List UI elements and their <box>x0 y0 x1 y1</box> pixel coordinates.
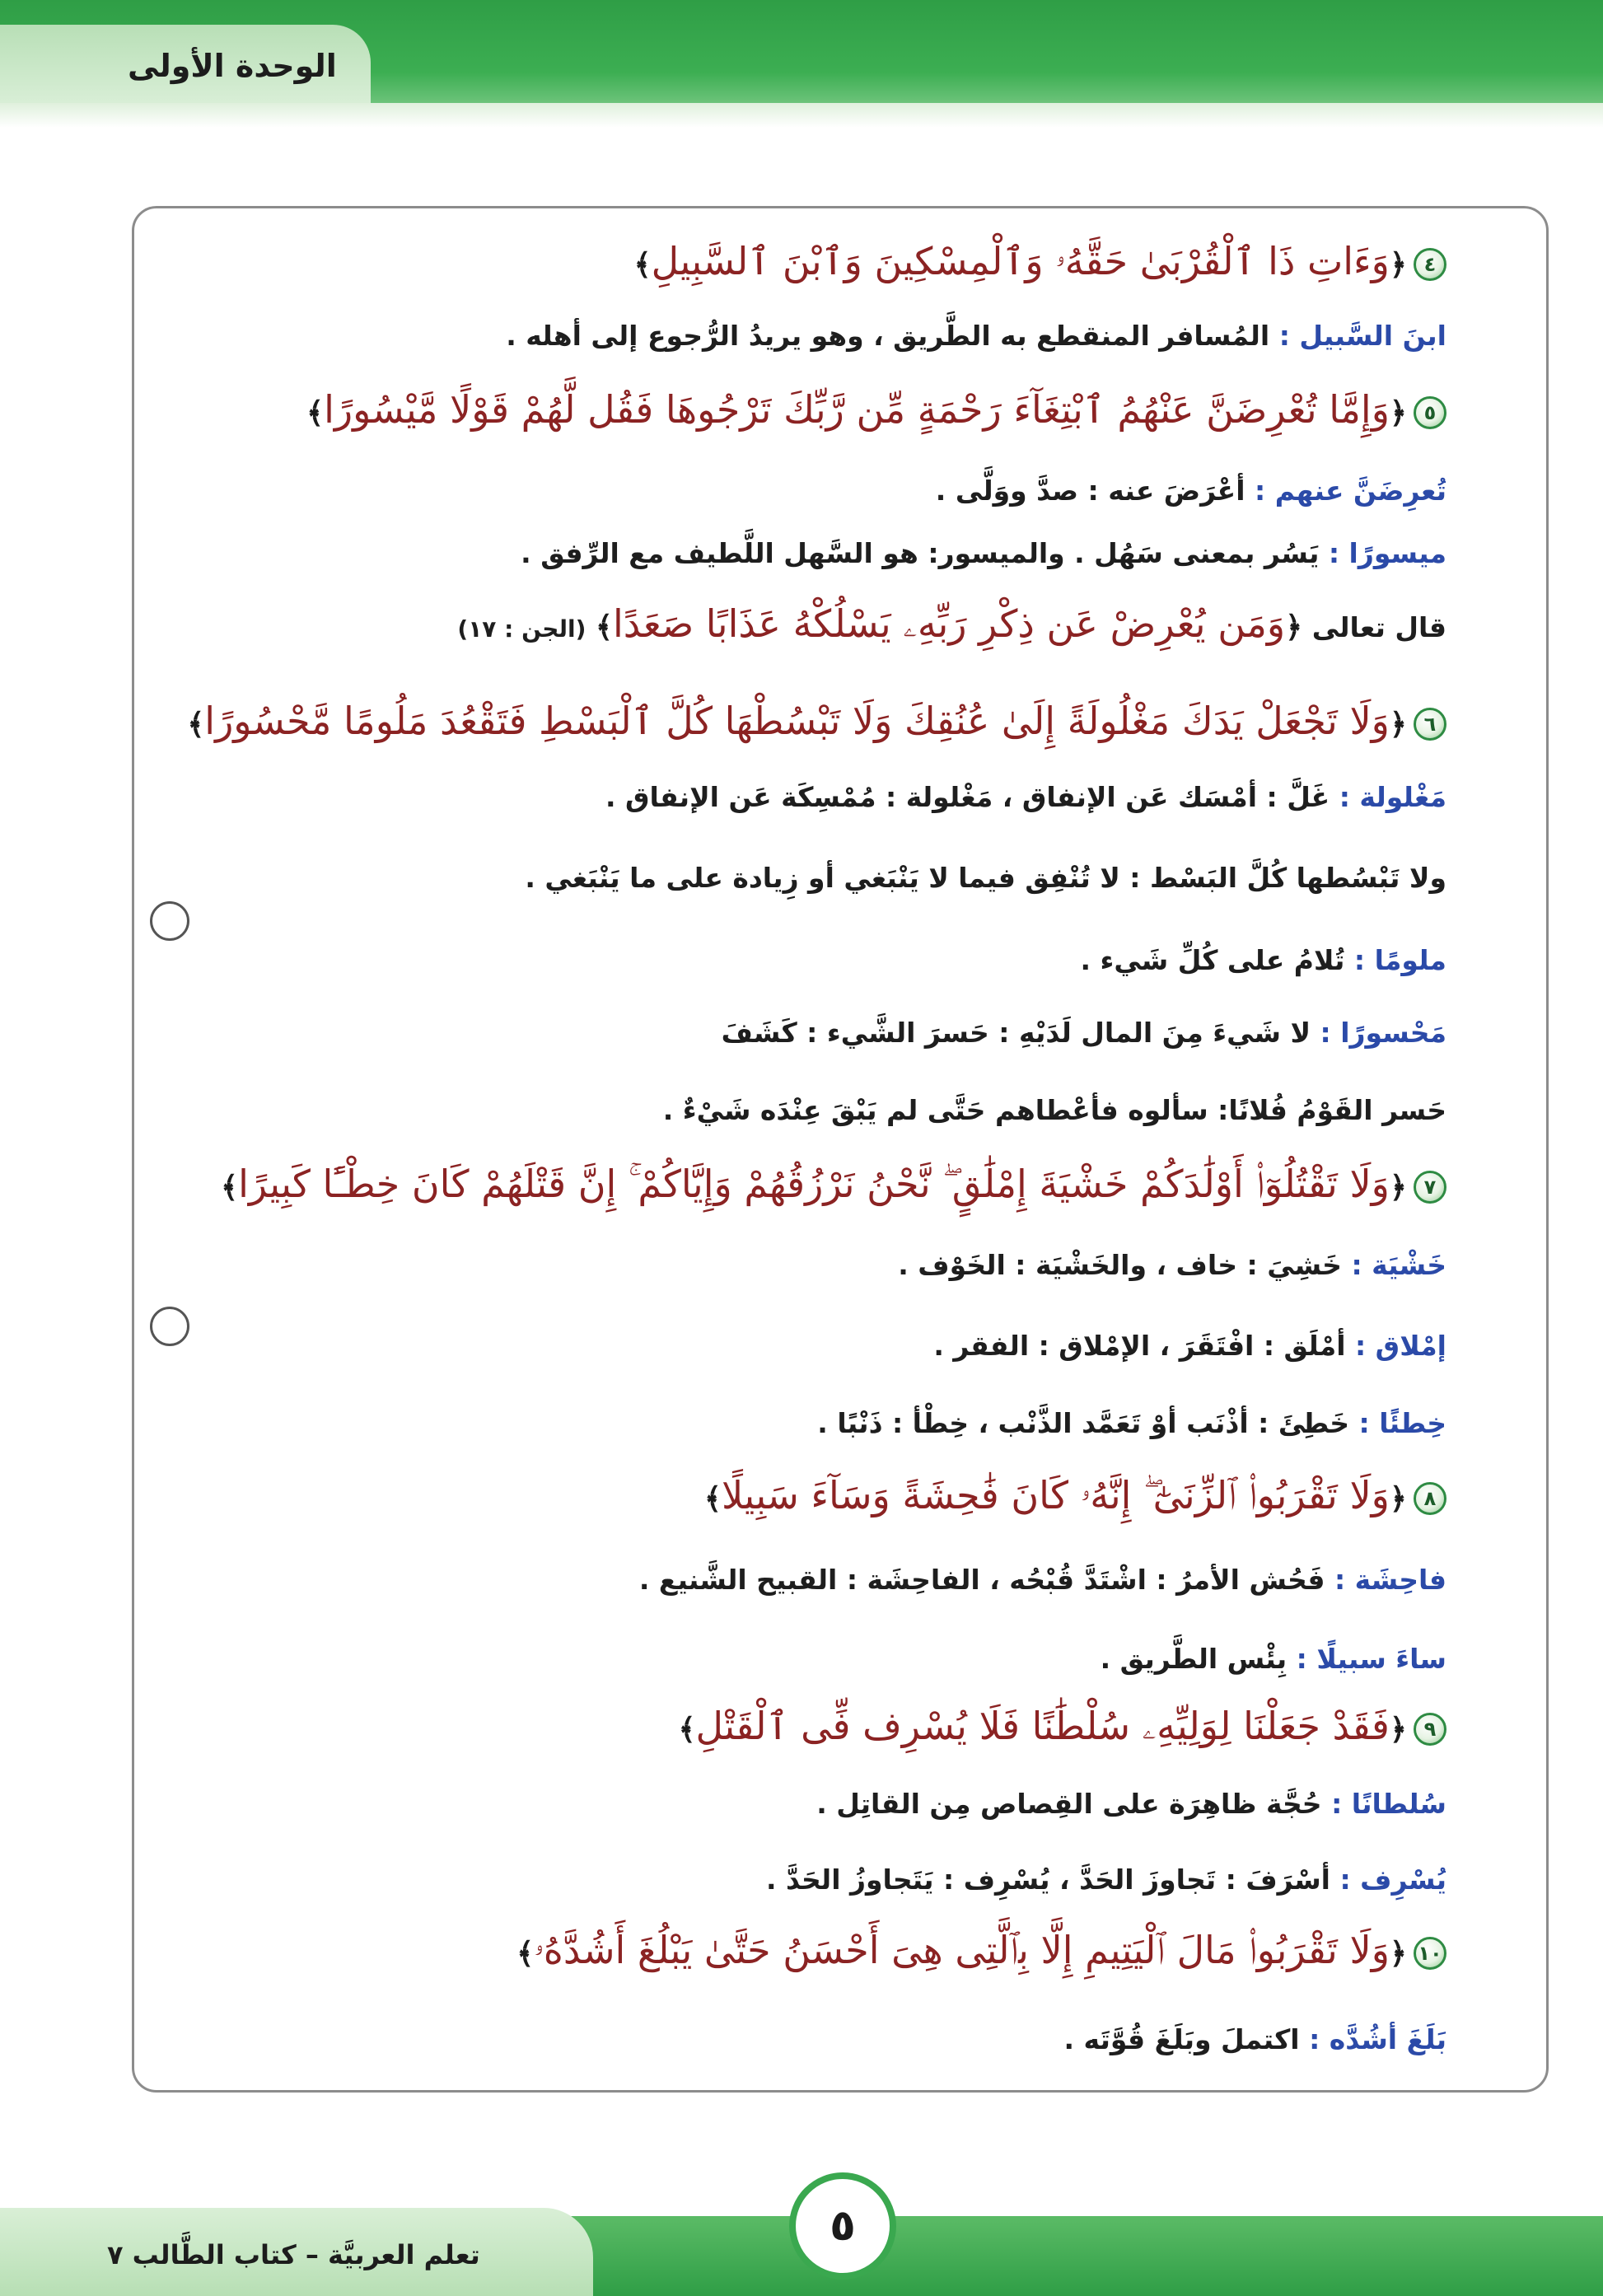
gloss-term: ميسورًا : <box>1328 537 1446 569</box>
plain-text: حَسر القَوْمُ فُلانًا: سألوه فأعْطاهم حَتَّى لم يَبْقَ عِنْدَه شَيْءٌ . <box>662 1094 1446 1126</box>
gloss-line <box>898 1249 1446 1281</box>
gloss-line <box>816 1788 1446 1820</box>
verse-text: وَلَا تَقْتُلُوٓا۟ أَوْلَٰدَكُمْ خَشْيَةَ إِمْلَٰقٍ ۖ نَّحْنُ نَرْزُقُهُمْ وَإِيَّاكُمْ ۚ إِنَّ قَتْلَهُمْ كَانَ خِطْـًٔا كَبِيرًا <box>238 1162 1390 1206</box>
gloss-text: أعْرَضَ عنه : صدَّ ووَلَّى . <box>935 475 1255 507</box>
verse-number-badge: ٧ <box>1414 1171 1446 1204</box>
ornament-close: ﴾ <box>187 708 205 741</box>
ornament-close: ﴾ <box>221 1171 239 1204</box>
gloss-term: فاحِشَة : <box>1334 1564 1446 1596</box>
gloss-term: ملومًا : <box>1353 944 1446 976</box>
verse-line <box>306 387 1446 432</box>
ornament-close: ﴾ <box>703 1482 722 1516</box>
ornament-open: ﴿ <box>1389 396 1407 430</box>
ornament-close: ﴾ <box>678 1713 696 1747</box>
gloss-text: حُجَّة ظاهِرَة على القِصاص مِن القاتِل . <box>816 1788 1332 1820</box>
verse-line <box>516 1928 1446 1974</box>
gloss-term: يُسْرِف : <box>1339 1863 1446 1896</box>
gloss-text: فَحُش الأمرُ : اشْتَدَّ قُبْحُه ، الفاحِشَة : القبيح الشَّنيع . <box>638 1564 1334 1596</box>
book-title: تعلم العربيَّة – كتاب الطَّالب ٧ <box>107 2239 480 2270</box>
gloss-term: تُعرِضَنَّ عنهم : <box>1255 475 1446 507</box>
verse-text: وَلَا تَجْعَلْ يَدَكَ مَغْلُولَةً إِلَىٰ عُنُقِكَ وَلَا تَبْسُطْهَا كُلَّ ٱلْبَسْطِ فَتَقْعُدَ مَلُومًا مَّحْسُورًا <box>204 699 1390 743</box>
gloss-text: المُسافر المنقطع به الطَّريق ، وهو يريدُ الرُّجوع إلى أهله . <box>506 320 1279 352</box>
verse-number-badge: ٤ <box>1414 248 1446 281</box>
ornament-open: ﴿ <box>1389 1482 1407 1516</box>
ornament-open: ﴿ <box>1285 610 1303 644</box>
verse-text: وَءَاتِ ذَا ٱلْقُرْبَىٰ حَقَّهُۥ وَٱلْمِسْكِينَ وَٱبْنَ ٱلسَّبِيلِ <box>651 239 1390 283</box>
gloss-text: اكتملَ وبَلَغَ قُوَّتَه . <box>1063 2023 1310 2055</box>
ornament-open: ﴿ <box>1389 248 1407 282</box>
ornament-close: ﴾ <box>306 396 325 430</box>
gloss-term: خِطئًا : <box>1358 1407 1446 1439</box>
gloss-line <box>521 537 1446 569</box>
ornament-close: ﴾ <box>516 1937 535 1971</box>
verse-number-badge: ٩ <box>1414 1713 1446 1746</box>
gloss-term: ابنَ السَّبيل : <box>1278 320 1446 352</box>
gloss-line <box>1063 2023 1446 2055</box>
quote-lead: قال تعالى <box>1311 611 1446 643</box>
gloss-line <box>766 1863 1446 1896</box>
ornament-open: ﴿ <box>1389 708 1407 741</box>
gloss-term: خَشْيَة : <box>1351 1249 1446 1281</box>
gloss-text: أمْلَق : افْتَقَرَ ، الإمْلاق : الفقر . <box>933 1330 1355 1362</box>
verse-line <box>221 1162 1446 1208</box>
gloss-line <box>936 475 1446 507</box>
gloss-text: غَلَّ : أمْسَك عَن الإنفاق ، مَغْلولة : مُمْسِكَة عَن الإنفاق . <box>605 781 1339 813</box>
gloss-line <box>933 1330 1446 1362</box>
gloss-line <box>817 1407 1446 1439</box>
verse-number-badge: ٦ <box>1414 708 1446 741</box>
gloss-term: مَحْسورًا : <box>1320 1017 1446 1049</box>
verse-text: وَإِمَّا تُعْرِضَنَّ عَنْهُمُ ٱبْتِغَآءَ رَحْمَةٍ مِّن رَّبِّكَ تَرْجُوهَا فَقُل لَّهُمْ قَوْلًا مَّيْسُورًا <box>324 387 1390 432</box>
ornament-open: ﴿ <box>1389 1713 1407 1747</box>
verse-text: وَمَن يُعْرِضْ عَن ذِكْرِ رَبِّهِۦ يَسْلُكْهُ عَذَابًا صَعَدًا <box>612 601 1286 646</box>
gloss-term: ساءَ سبيلًا : <box>1296 1643 1446 1675</box>
plain-text: ولا تَبْسُطها كُلَّ البَسْط : لا تُنْفِق فيما لا يَنْبَغي أو زِيادة على ما يَنْبَغي . <box>525 862 1446 894</box>
ornament-close: ﴾ <box>595 610 613 644</box>
gloss-term: سُلطانًا : <box>1331 1788 1446 1820</box>
verse-line <box>704 1473 1446 1519</box>
verse-line <box>678 1704 1446 1750</box>
header-fade <box>0 103 1603 128</box>
verse-number-badge: ٥ <box>1414 396 1446 429</box>
verse-number-badge: ٨ <box>1414 1482 1446 1515</box>
binder-hole <box>150 1307 189 1346</box>
page-number-badge <box>789 2172 896 2280</box>
gloss-text: خَشِيَ : خاف ، والخَشْيَة : الخَوْف . <box>898 1249 1352 1281</box>
gloss-line <box>1101 1643 1446 1675</box>
gloss-term: إمْلاق : <box>1355 1330 1446 1362</box>
gloss-line <box>722 1017 1446 1049</box>
gloss-text: تُلامُ على كُلِّ شَيء . <box>1080 944 1354 976</box>
gloss-line <box>1081 944 1446 976</box>
quote-line <box>457 601 1446 648</box>
verse-number-badge: ١٠ <box>1414 1937 1446 1970</box>
verse-line <box>187 699 1446 743</box>
verse-line <box>634 239 1446 285</box>
page-number: ٥ <box>830 2201 856 2251</box>
verse-text: وَلَا تَقْرَبُوا۟ مَالَ ٱلْيَتِيمِ إِلَّا بِٱلَّتِى هِىَ أَحْسَنُ حَتَّىٰ يَبْلُغَ أَشُدَّهُۥ <box>534 1928 1390 1972</box>
plain-line <box>663 1094 1446 1126</box>
gloss-term: مَغْلولة : <box>1339 781 1446 813</box>
binder-hole <box>150 901 189 941</box>
gloss-text: يَسُر بمعنى سَهُل . والميسور: هو السَّهل اللَّطيف مع الرِّفق . <box>521 537 1329 569</box>
gloss-text: لا شَيءَ مِنَ المال لَدَيْهِ : حَسرَ الشَّيء : كَشَفَ <box>721 1017 1320 1049</box>
verse-text: وَلَا تَقْرَبُوا۟ ٱلزِّنَىٰٓ ۖ إِنَّهُۥ كَانَ فَٰحِشَةً وَسَآءَ سَبِيلًا <box>721 1473 1390 1517</box>
unit-title: الوحدة الأولى <box>128 48 337 84</box>
gloss-term: بَلَغَ أشُدَّه : <box>1309 2023 1446 2055</box>
ornament-close: ﴾ <box>633 248 652 282</box>
gloss-line <box>639 1564 1446 1596</box>
ornament-open: ﴿ <box>1389 1171 1407 1204</box>
gloss-text: أسْرَفَ : تَجاوزَ الحَدَّ ، يُسْرِف : يَتَجاوزُ الحَدَّ . <box>765 1863 1340 1896</box>
gloss-line <box>605 781 1446 813</box>
plain-line <box>525 862 1446 894</box>
verse-text: فَقَدْ جَعَلْنَا لِوَلِيِّهِۦ سُلْطَٰنًا فَلَا يُسْرِف فِّى ٱلْقَتْلِ <box>695 1704 1390 1748</box>
gloss-line <box>506 320 1446 352</box>
gloss-text: خَطِئَ : أذْنَب أوْ تَعَمَّد الذَّنْب ، خِطْأ : ذَنْبًا . <box>817 1407 1359 1439</box>
quote-citation: (الجن : ١٧) <box>457 615 587 643</box>
gloss-text: بِئْس الطَّريق . <box>1100 1643 1297 1675</box>
ornament-open: ﴿ <box>1389 1937 1407 1971</box>
